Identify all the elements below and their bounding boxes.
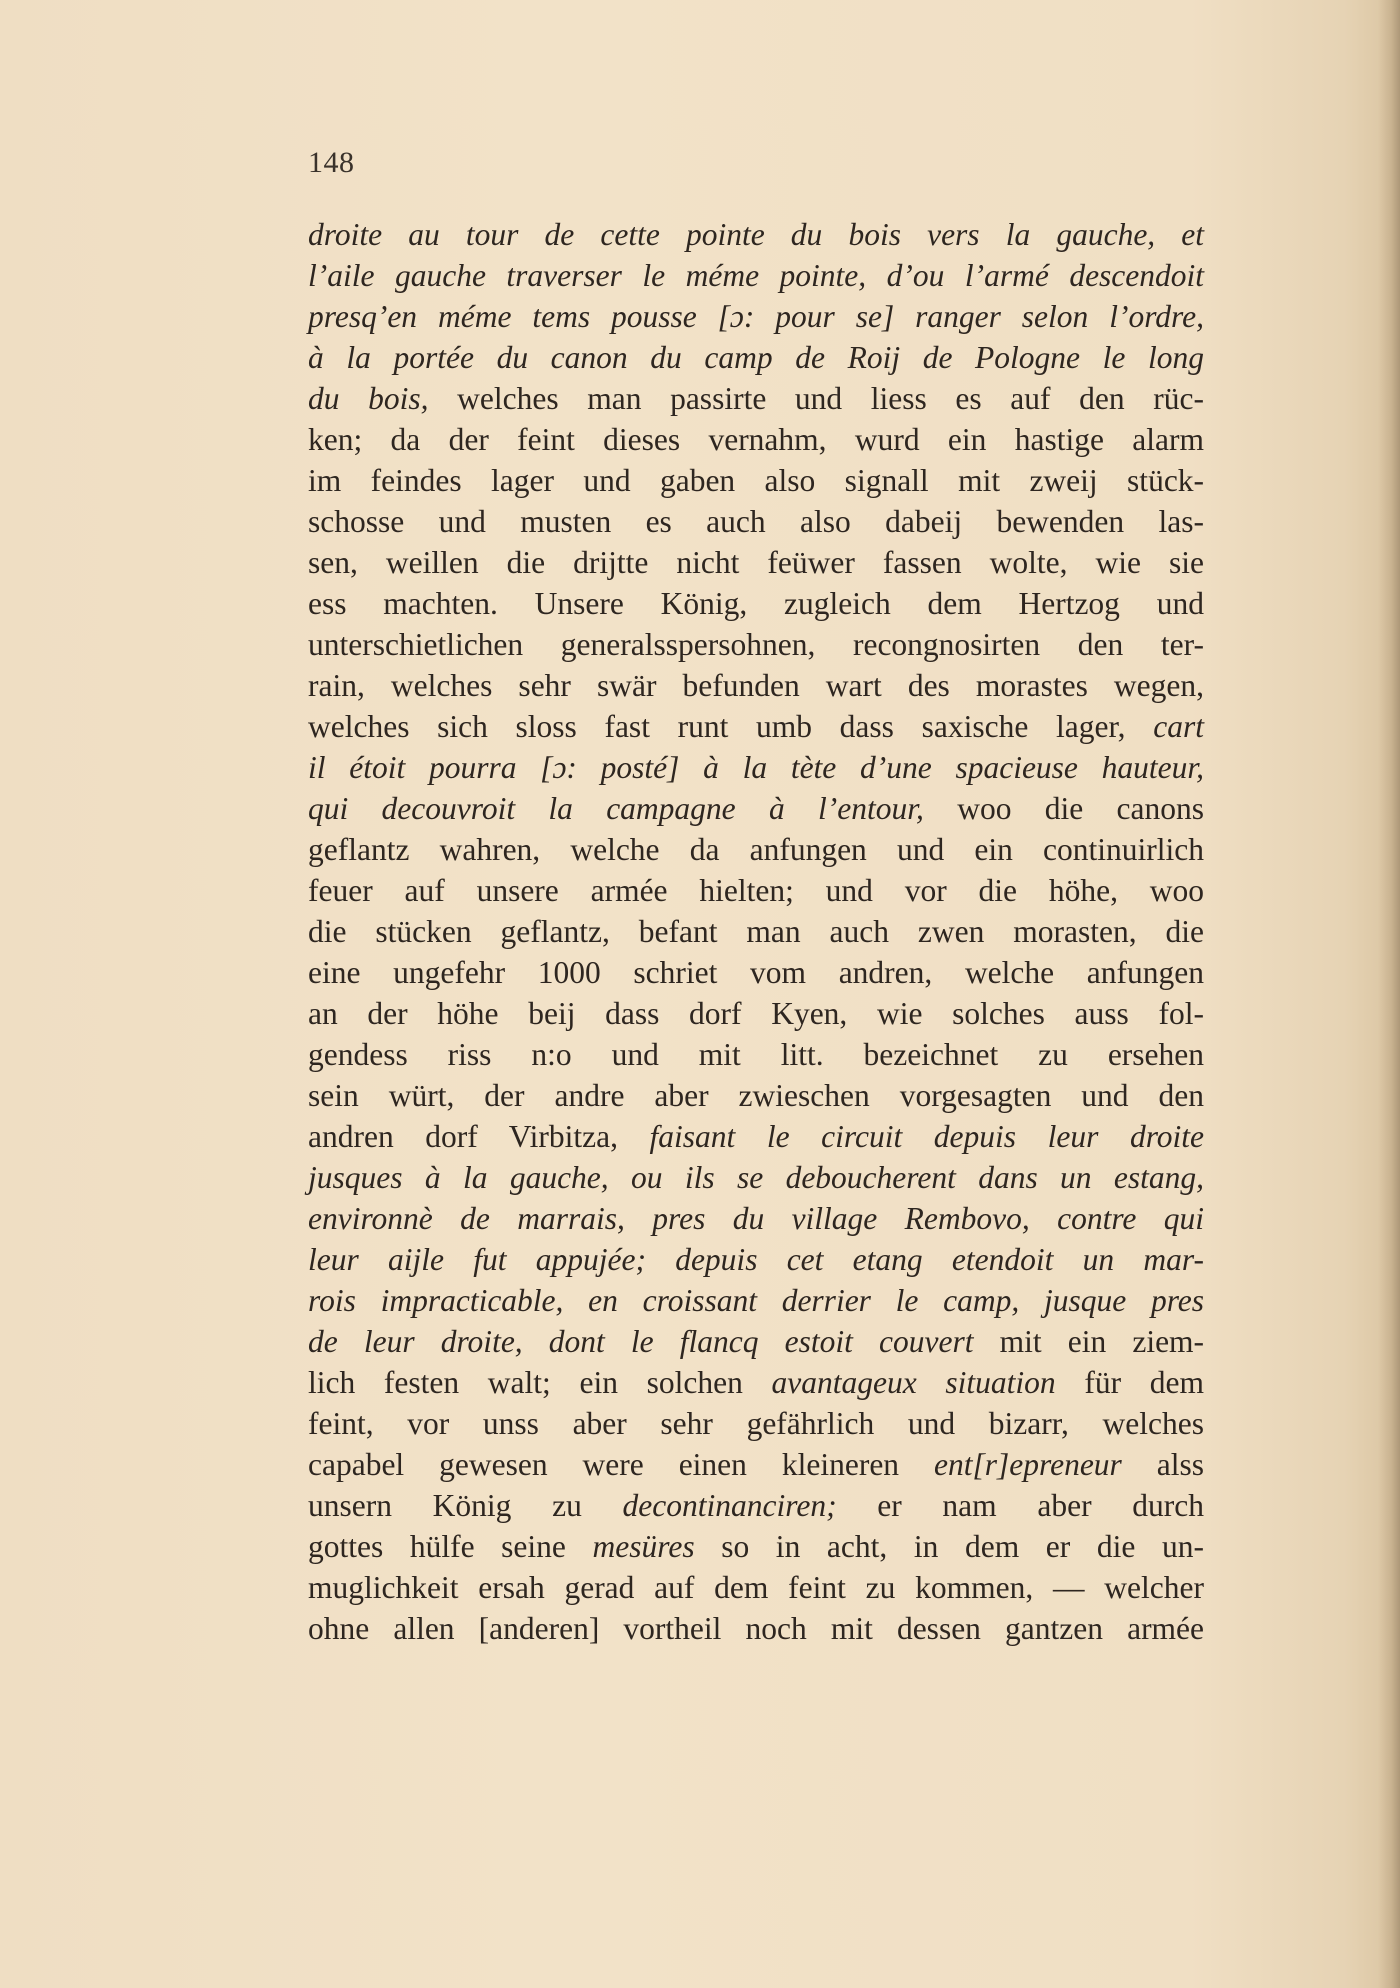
page-binding-shadow — [1378, 0, 1400, 1988]
text-segment: unsern König zu — [308, 1488, 623, 1523]
text-line — [308, 829, 1204, 870]
italic-text-segment: à la portée du canon du camp de Roij de Pologne le long — [308, 340, 1204, 375]
text-segment: ess machten. Unsere König, zugleich dem Hertzog und — [308, 586, 1204, 621]
text-line — [308, 1157, 1204, 1198]
page-number: 148 — [308, 146, 355, 179]
text-line — [308, 337, 1204, 378]
text-segment: welches sich sloss fast runt umb dass saxische lager, — [308, 709, 1154, 744]
italic-text-segment: jusques à la gauche, ou ils se deboucherent dans un estang, — [308, 1160, 1205, 1195]
text-line — [308, 624, 1204, 665]
text-segment: ohne allen [anderen] vortheil noch mit dessen gantzen armée — [308, 1611, 1205, 1646]
text-line — [308, 419, 1204, 460]
text-segment: die stücken geflantz, befant man auch zwen morasten, die — [308, 914, 1205, 949]
text-segment: andren dorf Virbitza, — [308, 1119, 650, 1154]
text-segment: an der höhe beij dass dorf Kyen, wie solches auss fol- — [308, 996, 1204, 1031]
italic-text-segment: qui decouvroit la campagne à l’entour, — [308, 791, 924, 826]
italic-text-segment: cart — [1153, 709, 1204, 744]
text-line — [308, 1239, 1204, 1280]
text-line — [308, 1526, 1204, 1567]
text-segment: feint, vor unss aber sehr gefährlich und bizarr, welches — [308, 1406, 1204, 1441]
text-line — [308, 706, 1204, 747]
text-line — [308, 1075, 1204, 1116]
italic-text-segment: leur aijle fut appujée; depuis cet etang etendoit un mar- — [308, 1242, 1205, 1277]
italic-text-segment: l’aile gauche traverser le méme pointe, d’ou l’armé descendoit — [308, 258, 1205, 293]
text-line — [308, 214, 1204, 255]
body-text — [308, 214, 1204, 1649]
text-line — [308, 911, 1204, 952]
text-segment: geflantz wahren, welche da anfungen und ein continuirlich — [308, 832, 1204, 867]
text-line — [308, 583, 1204, 624]
text-line — [308, 1198, 1204, 1239]
text-line — [308, 1403, 1204, 1444]
text-segment: woo die canons — [923, 791, 1205, 826]
text-line — [308, 1444, 1204, 1485]
text-line — [308, 952, 1204, 993]
text-line — [308, 255, 1204, 296]
italic-text-segment: decontinanciren; — [622, 1488, 837, 1523]
text-segment: rain, welches sehr swär befunden wart des morastes wegen, — [308, 668, 1204, 703]
text-segment: gottes hülfe seine — [308, 1529, 593, 1564]
text-segment: muglichkeit ersah gerad auf dem feint zu kommen, — welcher — [308, 1570, 1204, 1605]
italic-text-segment: environnè de marrais, pres du village Rembovo, contre qui — [308, 1201, 1205, 1236]
italic-text-segment: avantageux situation — [771, 1365, 1056, 1400]
italic-text-segment: ent[r]epreneur — [934, 1447, 1122, 1482]
text-line — [308, 1362, 1204, 1403]
text-line — [308, 542, 1204, 583]
text-line — [308, 788, 1204, 829]
text-segment: lich festen walt; ein solchen — [308, 1365, 772, 1400]
text-line — [308, 870, 1204, 911]
text-segment: so in acht, in dem er die un- — [694, 1529, 1204, 1564]
text-line — [308, 501, 1204, 542]
text-segment: unterschietlichen generalsspersohnen, recongnosirten den ter- — [308, 627, 1204, 662]
text-segment: im feindes lager und gaben also signall mit zweij stück- — [308, 463, 1205, 498]
text-segment: für dem — [1055, 1365, 1204, 1400]
text-segment: eine ungefehr 1000 schriet vom andren, welche anfungen — [308, 955, 1204, 990]
text-line — [308, 747, 1204, 788]
italic-text-segment: droite au tour de cette pointe du bois vers la gauche, et — [308, 217, 1205, 252]
text-segment: welches man passirte und liess es auf den rüc- — [428, 381, 1204, 416]
text-line — [308, 1034, 1204, 1075]
text-line — [308, 665, 1204, 706]
text-segment: er nam aber durch — [836, 1488, 1204, 1523]
text-segment: ken; da der feint dieses vernahm, wurd ein hastige alarm — [308, 422, 1204, 457]
text-segment: mit ein ziem- — [973, 1324, 1205, 1359]
text-segment: sen, weillen die drijtte nicht feüwer fassen wolte, wie sie — [308, 545, 1204, 580]
text-line — [308, 378, 1204, 419]
text-line — [308, 993, 1204, 1034]
text-line — [308, 296, 1204, 337]
text-line — [308, 1321, 1204, 1362]
text-segment: sein würt, der andre aber zwieschen vorgesagten und den — [308, 1078, 1204, 1113]
text-line — [308, 1116, 1204, 1157]
italic-text-segment: il étoit pourra [ɔ: posté] à la tète d’une spacieuse hauteur, — [308, 750, 1205, 785]
italic-text-segment: mesüres — [592, 1529, 695, 1564]
italic-text-segment: du bois, — [308, 381, 429, 416]
text-segment: feuer auf unsere armée hielten; und vor die höhe, woo — [308, 873, 1205, 908]
text-segment: capabel gewesen were einen kleineren — [308, 1447, 935, 1482]
italic-text-segment: presq’en méme tems pousse [ɔ: pour se] ranger selon l’ordre, — [308, 299, 1204, 334]
italic-text-segment: rois impracticable, en croissant derrier le camp, jusque pres — [308, 1283, 1205, 1318]
text-line — [308, 1567, 1204, 1608]
text-segment: schosse und musten es auch also dabeij bewenden las- — [308, 504, 1204, 539]
text-line — [308, 1485, 1204, 1526]
text-segment: gendess riss n:o und mit litt. bezeichnet zu ersehen — [308, 1037, 1205, 1072]
text-line — [308, 1608, 1204, 1649]
text-segment: alss — [1121, 1447, 1205, 1482]
text-line — [308, 460, 1204, 501]
text-line — [308, 1280, 1204, 1321]
italic-text-segment: faisant le circuit depuis leur droite — [649, 1119, 1205, 1154]
italic-text-segment: de leur droite, dont le flancq estoit couvert — [308, 1324, 974, 1359]
